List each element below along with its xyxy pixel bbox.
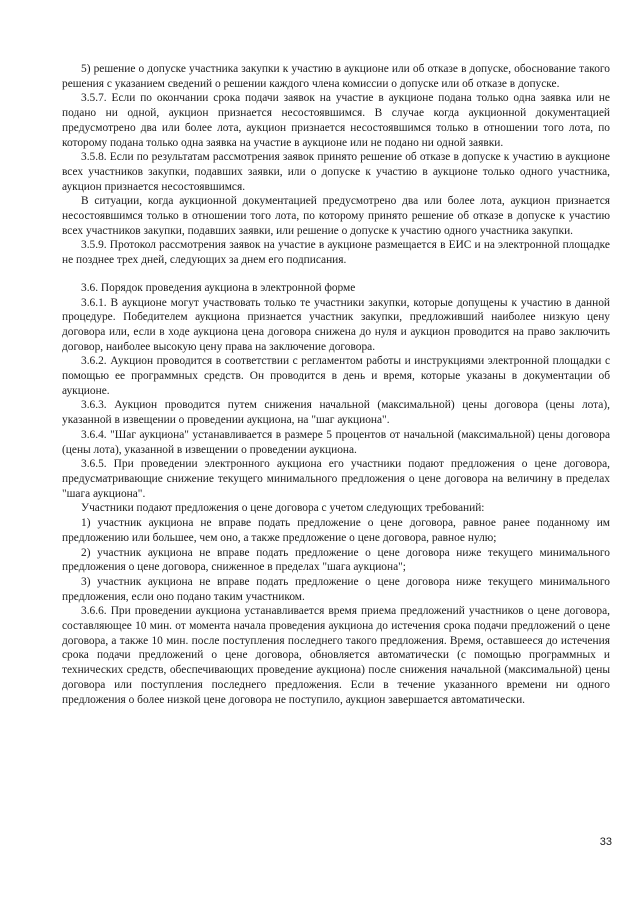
requirement-3: 3) участник аукциона не вправе подать предложение о цене договора ниже текущего минимального предложения, если оно подано таким участником. <box>62 575 610 603</box>
paragraph-requirements-intro: Участники подают предложения о цене договора с учетом следующих требований: <box>81 502 485 515</box>
document-body <box>62 62 610 707</box>
paragraph-3-5-8: 3.5.8. Если по результатам рассмотрения заявок принято решение об отказе в допуске к участию в аукционе всех участников закупки, подавших заявки, или о допуске к участию в аукционе только одного участника, аукцион признается несостоявшимся. <box>62 151 610 193</box>
paragraph-3-5-9: 3.5.9. Протокол рассмотрения заявок на участие в аукционе размещается в ЕИС и на электронной площадке не позднее трех дней, следующих за днем его подписания. <box>62 239 610 267</box>
paragraph-3-6-1: 3.6.1. В аукционе могут участвовать только те участники закупки, которые допущены к участию в данной процедуре. Победителем аукциона признается участник закупки, предложивший наиболее низкую цену договора или, если в ходе аукциона цена договора снижена до нуля и аукцион проводится на право заключить договор, наиболее высокую цену права на заключение договора. <box>62 296 610 353</box>
paragraph-3-6-5: 3.6.5. При проведении электронного аукциона его участники подают предложения о цене договора, предусматривающие снижение текущего минимального предложения о цене договора на величину в пределах "шага аукциона". <box>62 458 610 500</box>
page-number: 33 <box>599 836 612 848</box>
paragraph-3-6-2: 3.6.2. Аукцион проводится в соответствии с регламентом работы и инструкциями электронной площадки с помощью ее программных средств. Он проводится в день и время, которые указаны в документации об аукционе. <box>62 355 610 397</box>
requirement-2: 2) участник аукциона не вправе подать предложение о цене договора ниже текущего минимального предложения о цене договора, сниженное в пределах "шага аукциона"; <box>62 546 610 574</box>
requirement-1: 1) участник аукциона не вправе подать предложение о цене договора, равное ранее поданному им предложению или большее, чем оно, а также предложение о цене договора, равное нулю; <box>62 517 610 544</box>
paragraph-3-6-6: 3.6.6. При проведении аукциона устанавливается время приема предложений участников о цене договора, составляющее 10 мин. от момента начала проведения аукциона до истечения срока подачи предложений о цене договора, а также 10 мин. после поступления последнего такого предложения. Время, оставшееся до истечения срока подачи предложений о цене договора, обновляется автоматически (с помощью программных и технических средств, обеспечивающих проведение аукциона) после снижения начальной (максимальной) цены договора или поступления последнего предложения. Если в течение указанного времени ни одного предложения о более низкой цене договора не поступило, аукцион завершается автоматически. <box>62 605 610 706</box>
paragraph-3-5-7: 3.5.7. Если по окончании срока подачи заявок на участие в аукционе подана только одна заявка или не подано ни одной, аукцион признается несостоявшимся. В случае когда аукционной документацией предусмотрено два или более лота, аукцион признается несостоявшимся только в отношении того лота, по которому подана только одна заявка на участие в аукционе или не подано ни одной заявки. <box>62 92 610 149</box>
paragraph-item-5-decision: 5) решение о допуске участника закупки к участию в аукционе или об отказе в допуске, обоснование такого решения с указанием сведений о решении каждого члена комиссии о допуске или об отказе в допуске. <box>62 63 610 90</box>
section-heading-3-6: 3.6. Порядок проведения аукциона в электронной форме <box>81 281 356 294</box>
paragraph-3-6-4: 3.6.4. "Шаг аукциона" устанавливается в размере 5 процентов от начальной (максимальной) цены договора (цены лота), указанной в извещении о проведении аукциона. <box>62 428 610 456</box>
paragraph-3-6-3: 3.6.3. Аукцион проводится путем снижения начальной (максимальной) цены договора (цены лота), указанной в извещении о проведении аукциона, на "шаг аукциона". <box>62 399 610 427</box>
paragraph-multiple-lots: В ситуации, когда аукционной документацией предусмотрено два или более лота, аукцион признается несостоявшимся только в отношении того лота, по которому принято решение об отказе в допуске к участию всех участников закупки, подавших заявки, или решение о допуске к участию одного участника закупки. <box>62 195 610 237</box>
